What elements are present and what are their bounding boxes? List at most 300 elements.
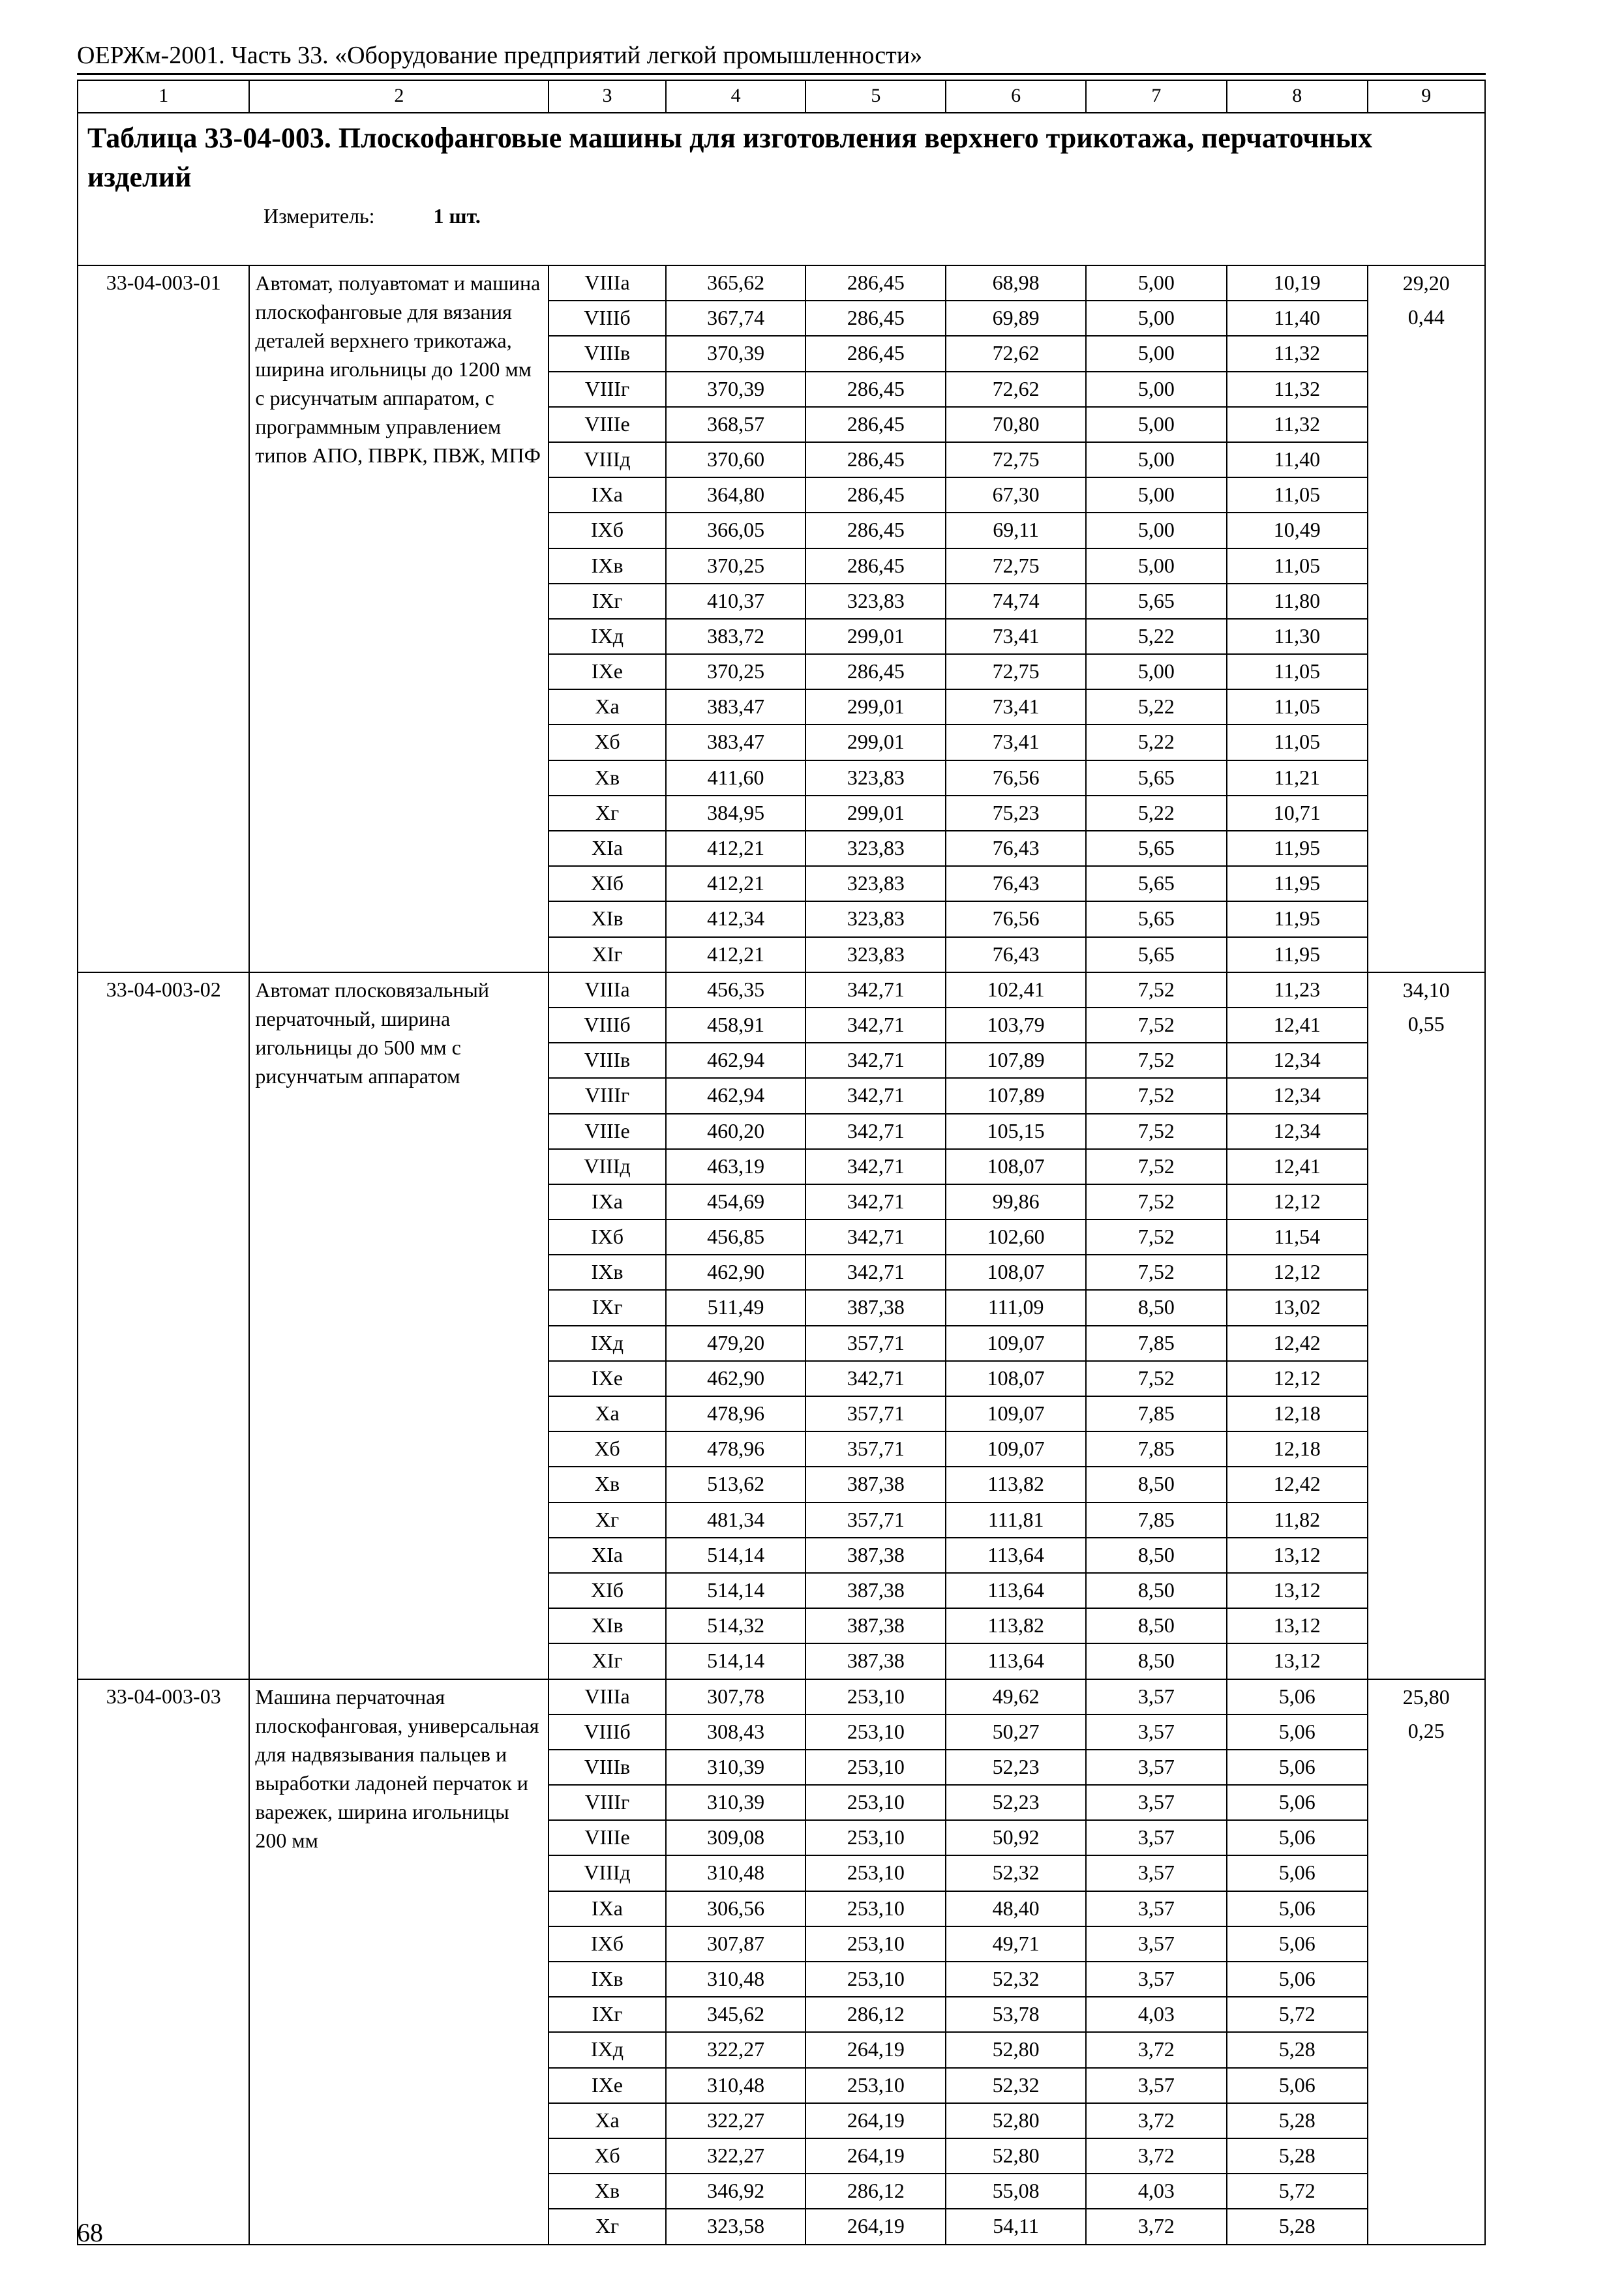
value-cell: 3,57 xyxy=(1086,1926,1227,1962)
value-cell: 342,71 xyxy=(805,1114,946,1149)
value-cell: 253,10 xyxy=(805,2068,946,2103)
column-number: 2 xyxy=(249,80,549,113)
category-cell: IXг xyxy=(549,1290,665,1325)
value-cell: 5,06 xyxy=(1227,1855,1368,1891)
value-cell: 306,56 xyxy=(666,1891,806,1926)
value-cell: 11,05 xyxy=(1227,654,1368,689)
value-cell: 5,06 xyxy=(1227,1750,1368,1785)
value-cell: 74,74 xyxy=(946,584,1086,619)
value-cell: 367,74 xyxy=(666,301,806,336)
extra-value: 0,44 xyxy=(1407,305,1445,329)
category-cell: IXа xyxy=(549,477,665,513)
value-cell: 383,47 xyxy=(666,689,806,725)
value-cell: 462,90 xyxy=(666,1361,806,1396)
value-cell: 364,80 xyxy=(666,477,806,513)
value-cell: 11,30 xyxy=(1227,619,1368,654)
value-cell: 5,06 xyxy=(1227,1926,1368,1962)
value-cell: 5,72 xyxy=(1227,2174,1368,2209)
value-cell: 253,10 xyxy=(805,1785,946,1820)
value-cell: 5,06 xyxy=(1227,1962,1368,1997)
value-cell: 76,56 xyxy=(946,760,1086,796)
value-cell: 111,09 xyxy=(946,1290,1086,1325)
value-cell: 52,32 xyxy=(946,1962,1086,1997)
category-cell: VIIIг xyxy=(549,372,665,407)
value-cell: 412,21 xyxy=(666,937,806,972)
value-cell: 52,23 xyxy=(946,1750,1086,1785)
value-cell: 7,52 xyxy=(1086,1114,1227,1149)
value-cell: 323,83 xyxy=(805,760,946,796)
value-cell: 73,41 xyxy=(946,689,1086,725)
value-cell: 264,19 xyxy=(805,2103,946,2138)
category-cell: VIIIг xyxy=(549,1785,665,1820)
value-cell: 511,49 xyxy=(666,1290,806,1325)
extra-values-cell xyxy=(1368,972,1485,1679)
value-cell: 342,71 xyxy=(805,1149,946,1184)
value-cell: 12,42 xyxy=(1227,1467,1368,1502)
value-cell: 286,12 xyxy=(805,2174,946,2209)
category-cell: VIIIе xyxy=(549,1820,665,1855)
category-cell: Xв xyxy=(549,2174,665,2209)
value-cell: 5,00 xyxy=(1086,548,1227,584)
value-cell: 5,06 xyxy=(1227,1714,1368,1750)
category-cell: VIIIб xyxy=(549,1008,665,1043)
value-cell: 13,12 xyxy=(1227,1643,1368,1679)
value-cell: 7,52 xyxy=(1086,1255,1227,1290)
value-cell: 7,52 xyxy=(1086,1219,1227,1255)
measure-unit: 1 шт. xyxy=(433,204,481,228)
value-cell: 52,80 xyxy=(946,2138,1086,2174)
value-cell: 5,00 xyxy=(1086,407,1227,442)
value-cell: 75,23 xyxy=(946,796,1086,831)
value-cell: 52,80 xyxy=(946,2103,1086,2138)
value-cell: 3,72 xyxy=(1086,2103,1227,2138)
value-cell: 322,27 xyxy=(666,2103,806,2138)
value-cell: 52,80 xyxy=(946,2032,1086,2067)
value-cell: 5,00 xyxy=(1086,513,1227,548)
value-cell: 12,12 xyxy=(1227,1255,1368,1290)
value-cell: 5,28 xyxy=(1227,2138,1368,2174)
category-cell: IXг xyxy=(549,584,665,619)
value-cell: 5,22 xyxy=(1086,689,1227,725)
category-cell: IXе xyxy=(549,2068,665,2103)
value-cell: 342,71 xyxy=(805,1184,946,1219)
value-cell: 514,14 xyxy=(666,1643,806,1679)
value-cell: 3,72 xyxy=(1086,2209,1227,2244)
value-cell: 107,89 xyxy=(946,1043,1086,1078)
rate-code: 33-04-003-01 xyxy=(78,265,249,972)
value-cell: 3,57 xyxy=(1086,1714,1227,1750)
extra-values-cell xyxy=(1368,265,1485,972)
value-cell: 7,85 xyxy=(1086,1431,1227,1467)
value-cell: 11,32 xyxy=(1227,372,1368,407)
value-cell: 286,45 xyxy=(805,513,946,548)
value-cell: 357,71 xyxy=(805,1396,946,1431)
category-cell: VIIIд xyxy=(549,442,665,477)
rates-table xyxy=(77,80,1486,2245)
value-cell: 514,14 xyxy=(666,1538,806,1573)
value-cell: 11,05 xyxy=(1227,477,1368,513)
value-cell: 49,71 xyxy=(946,1926,1086,1962)
extra-value: 0,25 xyxy=(1407,1718,1445,1743)
value-cell: 322,27 xyxy=(666,2138,806,2174)
value-cell: 5,00 xyxy=(1086,654,1227,689)
value-cell: 7,52 xyxy=(1086,1361,1227,1396)
value-cell: 5,65 xyxy=(1086,901,1227,936)
value-cell: 11,40 xyxy=(1227,442,1368,477)
value-cell: 3,72 xyxy=(1086,2032,1227,2067)
value-cell: 108,07 xyxy=(946,1149,1086,1184)
value-cell: 342,71 xyxy=(805,1361,946,1396)
value-cell: 342,71 xyxy=(805,1043,946,1078)
value-cell: 5,65 xyxy=(1086,831,1227,866)
equipment-description: Автомат плосковязальный перчаточный, ширина игольницы до 500 мм с рисунчатым аппаратом xyxy=(249,972,549,1679)
value-cell: 113,64 xyxy=(946,1573,1086,1608)
category-cell: VIIIа xyxy=(549,972,665,1008)
measure-label: Измеритель: xyxy=(263,204,375,228)
category-cell: VIIIв xyxy=(549,336,665,371)
value-cell: 462,94 xyxy=(666,1043,806,1078)
category-cell: XIа xyxy=(549,831,665,866)
value-cell: 3,57 xyxy=(1086,1855,1227,1891)
value-cell: 113,82 xyxy=(946,1608,1086,1643)
category-cell: XIг xyxy=(549,937,665,972)
column-number: 9 xyxy=(1368,80,1485,113)
value-cell: 357,71 xyxy=(805,1431,946,1467)
value-cell: 253,10 xyxy=(805,1679,946,1714)
category-cell: VIIIе xyxy=(549,1114,665,1149)
value-cell: 387,38 xyxy=(805,1573,946,1608)
value-cell: 11,05 xyxy=(1227,548,1368,584)
table-row xyxy=(78,1679,1485,1714)
value-cell: 366,05 xyxy=(666,513,806,548)
page-number: 68 xyxy=(77,2218,103,2247)
value-cell: 7,85 xyxy=(1086,1396,1227,1431)
category-cell: IXе xyxy=(549,654,665,689)
value-cell: 253,10 xyxy=(805,1926,946,1962)
value-cell: 10,19 xyxy=(1227,265,1368,301)
value-cell: 3,57 xyxy=(1086,1962,1227,1997)
category-cell: VIIIд xyxy=(549,1855,665,1891)
value-cell: 12,42 xyxy=(1227,1326,1368,1361)
value-cell: 4,03 xyxy=(1086,1997,1227,2032)
value-cell: 286,45 xyxy=(805,336,946,371)
value-cell: 458,91 xyxy=(666,1008,806,1043)
value-cell: 48,40 xyxy=(946,1891,1086,1926)
value-cell: 264,19 xyxy=(805,2209,946,2244)
value-cell: 76,43 xyxy=(946,866,1086,901)
value-cell: 308,43 xyxy=(666,1714,806,1750)
value-cell: 10,71 xyxy=(1227,796,1368,831)
value-cell: 253,10 xyxy=(805,1855,946,1891)
value-cell: 253,10 xyxy=(805,1714,946,1750)
value-cell: 113,64 xyxy=(946,1643,1086,1679)
category-cell: XIг xyxy=(549,1643,665,1679)
value-cell: 99,86 xyxy=(946,1184,1086,1219)
category-cell: XIб xyxy=(549,1573,665,1608)
value-cell: 264,19 xyxy=(805,2032,946,2067)
value-cell: 323,83 xyxy=(805,831,946,866)
value-cell: 52,23 xyxy=(946,1785,1086,1820)
value-cell: 253,10 xyxy=(805,1962,946,1997)
category-cell: IXд xyxy=(549,2032,665,2067)
category-cell: IXг xyxy=(549,1997,665,2032)
category-cell: Xа xyxy=(549,2103,665,2138)
value-cell: 342,71 xyxy=(805,1255,946,1290)
value-cell: 107,89 xyxy=(946,1078,1086,1113)
category-cell: Xв xyxy=(549,760,665,796)
value-cell: 12,34 xyxy=(1227,1078,1368,1113)
value-cell: 478,96 xyxy=(666,1396,806,1431)
value-cell: 5,00 xyxy=(1086,477,1227,513)
table-title: Таблица 33-04-003. Плоскофанговые машины для изготовления верхнего трикотажа, перчаточных изделий xyxy=(87,122,1373,193)
value-cell: 307,87 xyxy=(666,1926,806,1962)
value-cell: 481,34 xyxy=(666,1503,806,1538)
value-cell: 13,12 xyxy=(1227,1538,1368,1573)
value-cell: 7,85 xyxy=(1086,1503,1227,1538)
category-cell: VIIIб xyxy=(549,301,665,336)
category-cell: Xг xyxy=(549,1503,665,1538)
value-cell: 412,34 xyxy=(666,901,806,936)
value-cell: 5,72 xyxy=(1227,1997,1368,2032)
extra-value: 34,10 xyxy=(1402,978,1450,1002)
value-cell: 11,23 xyxy=(1227,972,1368,1008)
value-cell: 370,25 xyxy=(666,548,806,584)
value-cell: 513,62 xyxy=(666,1467,806,1502)
value-cell: 3,57 xyxy=(1086,1785,1227,1820)
value-cell: 411,60 xyxy=(666,760,806,796)
value-cell: 5,00 xyxy=(1086,301,1227,336)
value-cell: 11,32 xyxy=(1227,336,1368,371)
value-cell: 5,22 xyxy=(1086,725,1227,760)
value-cell: 456,35 xyxy=(666,972,806,1008)
value-cell: 322,27 xyxy=(666,2032,806,2067)
value-cell: 113,82 xyxy=(946,1467,1086,1502)
column-number: 4 xyxy=(666,80,806,113)
value-cell: 479,20 xyxy=(666,1326,806,1361)
value-cell: 384,95 xyxy=(666,796,806,831)
value-cell: 514,14 xyxy=(666,1573,806,1608)
category-cell: Xв xyxy=(549,1467,665,1502)
value-cell: 5,06 xyxy=(1227,1820,1368,1855)
value-cell: 52,32 xyxy=(946,2068,1086,2103)
value-cell: 76,43 xyxy=(946,937,1086,972)
value-cell: 7,52 xyxy=(1086,1149,1227,1184)
value-cell: 12,12 xyxy=(1227,1361,1368,1396)
value-cell: 76,43 xyxy=(946,831,1086,866)
value-cell: 3,57 xyxy=(1086,2068,1227,2103)
value-cell: 299,01 xyxy=(805,796,946,831)
value-cell: 72,75 xyxy=(946,654,1086,689)
value-cell: 370,39 xyxy=(666,336,806,371)
category-cell: VIIIб xyxy=(549,1714,665,1750)
value-cell: 11,54 xyxy=(1227,1219,1368,1255)
value-cell: 7,52 xyxy=(1086,972,1227,1008)
value-cell: 72,75 xyxy=(946,548,1086,584)
table-title-cell xyxy=(78,113,1485,265)
value-cell: 5,00 xyxy=(1086,336,1227,371)
value-cell: 323,83 xyxy=(805,901,946,936)
category-cell: IXв xyxy=(549,1255,665,1290)
value-cell: 357,71 xyxy=(805,1503,946,1538)
value-cell: 5,65 xyxy=(1086,866,1227,901)
category-cell: IXд xyxy=(549,619,665,654)
value-cell: 113,64 xyxy=(946,1538,1086,1573)
value-cell: 342,71 xyxy=(805,1219,946,1255)
table-row xyxy=(78,972,1485,1008)
value-cell: 323,83 xyxy=(805,866,946,901)
value-cell: 11,40 xyxy=(1227,301,1368,336)
column-number: 3 xyxy=(549,80,665,113)
rates-table-body xyxy=(78,80,1485,2245)
category-cell: VIIIг xyxy=(549,1078,665,1113)
value-cell: 49,62 xyxy=(946,1679,1086,1714)
value-cell: 69,89 xyxy=(946,301,1086,336)
value-cell: 323,83 xyxy=(805,937,946,972)
value-cell: 5,00 xyxy=(1086,442,1227,477)
value-cell: 5,65 xyxy=(1086,584,1227,619)
value-cell: 12,18 xyxy=(1227,1431,1368,1467)
value-cell: 8,50 xyxy=(1086,1467,1227,1502)
value-cell: 11,05 xyxy=(1227,725,1368,760)
value-cell: 383,47 xyxy=(666,725,806,760)
table-title-row xyxy=(78,113,1485,265)
column-number: 6 xyxy=(946,80,1086,113)
category-cell: Xб xyxy=(549,725,665,760)
value-cell: 387,38 xyxy=(805,1608,946,1643)
value-cell: 68,98 xyxy=(946,265,1086,301)
value-cell: 5,28 xyxy=(1227,2032,1368,2067)
category-cell: VIIIв xyxy=(549,1750,665,1785)
value-cell: 286,45 xyxy=(805,372,946,407)
category-cell: Xб xyxy=(549,2138,665,2174)
value-cell: 5,22 xyxy=(1086,619,1227,654)
value-cell: 286,45 xyxy=(805,654,946,689)
value-cell: 514,32 xyxy=(666,1608,806,1643)
value-cell: 387,38 xyxy=(805,1290,946,1325)
value-cell: 370,39 xyxy=(666,372,806,407)
value-cell: 54,11 xyxy=(946,2209,1086,2244)
value-cell: 387,38 xyxy=(805,1467,946,1502)
value-cell: 8,50 xyxy=(1086,1573,1227,1608)
value-cell: 55,08 xyxy=(946,2174,1086,2209)
value-cell: 383,72 xyxy=(666,619,806,654)
category-cell: VIIIа xyxy=(549,265,665,301)
value-cell: 253,10 xyxy=(805,1891,946,1926)
value-cell: 286,45 xyxy=(805,265,946,301)
measure-line xyxy=(87,201,1475,231)
value-cell: 105,15 xyxy=(946,1114,1086,1149)
value-cell: 73,41 xyxy=(946,619,1086,654)
value-cell: 13,12 xyxy=(1227,1573,1368,1608)
header-rule xyxy=(77,73,1486,75)
value-cell: 7,85 xyxy=(1086,1326,1227,1361)
value-cell: 73,41 xyxy=(946,725,1086,760)
category-cell: IXд xyxy=(549,1326,665,1361)
value-cell: 460,20 xyxy=(666,1114,806,1149)
column-number: 1 xyxy=(78,80,249,113)
category-cell: IXб xyxy=(549,1926,665,1962)
value-cell: 286,45 xyxy=(805,477,946,513)
value-cell: 387,38 xyxy=(805,1538,946,1573)
value-cell: 69,11 xyxy=(946,513,1086,548)
value-cell: 370,60 xyxy=(666,442,806,477)
value-cell: 13,12 xyxy=(1227,1608,1368,1643)
value-cell: 50,92 xyxy=(946,1820,1086,1855)
value-cell: 7,52 xyxy=(1086,1184,1227,1219)
value-cell: 109,07 xyxy=(946,1431,1086,1467)
value-cell: 463,19 xyxy=(666,1149,806,1184)
extra-value: 25,80 xyxy=(1402,1684,1450,1709)
value-cell: 8,50 xyxy=(1086,1608,1227,1643)
value-cell: 11,95 xyxy=(1227,901,1368,936)
category-cell: Xа xyxy=(549,1396,665,1431)
value-cell: 368,57 xyxy=(666,407,806,442)
value-cell: 5,00 xyxy=(1086,372,1227,407)
column-number-row xyxy=(78,80,1485,113)
category-cell: VIIIв xyxy=(549,1043,665,1078)
value-cell: 72,75 xyxy=(946,442,1086,477)
value-cell: 5,28 xyxy=(1227,2103,1368,2138)
value-cell: 72,62 xyxy=(946,336,1086,371)
value-cell: 5,22 xyxy=(1086,796,1227,831)
value-cell: 3,57 xyxy=(1086,1891,1227,1926)
column-number: 8 xyxy=(1227,80,1368,113)
value-cell: 5,06 xyxy=(1227,1891,1368,1926)
value-cell: 11,82 xyxy=(1227,1503,1368,1538)
value-cell: 3,72 xyxy=(1086,2138,1227,2174)
value-cell: 12,12 xyxy=(1227,1184,1368,1219)
value-cell: 5,06 xyxy=(1227,1785,1368,1820)
value-cell: 12,34 xyxy=(1227,1043,1368,1078)
value-cell: 5,00 xyxy=(1086,265,1227,301)
value-cell: 108,07 xyxy=(946,1361,1086,1396)
value-cell: 456,85 xyxy=(666,1219,806,1255)
value-cell: 310,48 xyxy=(666,2068,806,2103)
category-cell: IXа xyxy=(549,1184,665,1219)
category-cell: IXв xyxy=(549,1962,665,1997)
value-cell: 11,05 xyxy=(1227,689,1368,725)
value-cell: 462,94 xyxy=(666,1078,806,1113)
value-cell: 53,78 xyxy=(946,1997,1086,2032)
value-cell: 3,57 xyxy=(1086,1750,1227,1785)
value-cell: 342,71 xyxy=(805,1078,946,1113)
equipment-description: Автомат, полуавтомат и машина плоскофанговые для вязания деталей верхнего трикотажа, ширина игольницы до 1200 мм с рисунчатым аппаратом, с программным управлением типов АПО, ПВРК, ПВЖ, МПФ xyxy=(249,265,549,972)
value-cell: 11,21 xyxy=(1227,760,1368,796)
value-cell: 52,32 xyxy=(946,1855,1086,1891)
extra-value: 0,55 xyxy=(1407,1011,1445,1036)
value-cell: 11,95 xyxy=(1227,937,1368,972)
category-cell: VIIIд xyxy=(549,1149,665,1184)
value-cell: 478,96 xyxy=(666,1431,806,1467)
value-cell: 286,45 xyxy=(805,548,946,584)
value-cell: 370,25 xyxy=(666,654,806,689)
value-cell: 50,27 xyxy=(946,1714,1086,1750)
value-cell: 109,07 xyxy=(946,1326,1086,1361)
value-cell: 111,81 xyxy=(946,1503,1086,1538)
value-cell: 286,45 xyxy=(805,301,946,336)
value-cell: 307,78 xyxy=(666,1679,806,1714)
value-cell: 8,50 xyxy=(1086,1643,1227,1679)
value-cell: 310,39 xyxy=(666,1785,806,1820)
value-cell: 286,45 xyxy=(805,442,946,477)
value-cell: 108,07 xyxy=(946,1255,1086,1290)
value-cell: 109,07 xyxy=(946,1396,1086,1431)
value-cell: 11,95 xyxy=(1227,831,1368,866)
value-cell: 346,92 xyxy=(666,2174,806,2209)
category-cell: VIIIа xyxy=(549,1679,665,1714)
category-cell: Xа xyxy=(549,689,665,725)
value-cell: 264,19 xyxy=(805,2138,946,2174)
